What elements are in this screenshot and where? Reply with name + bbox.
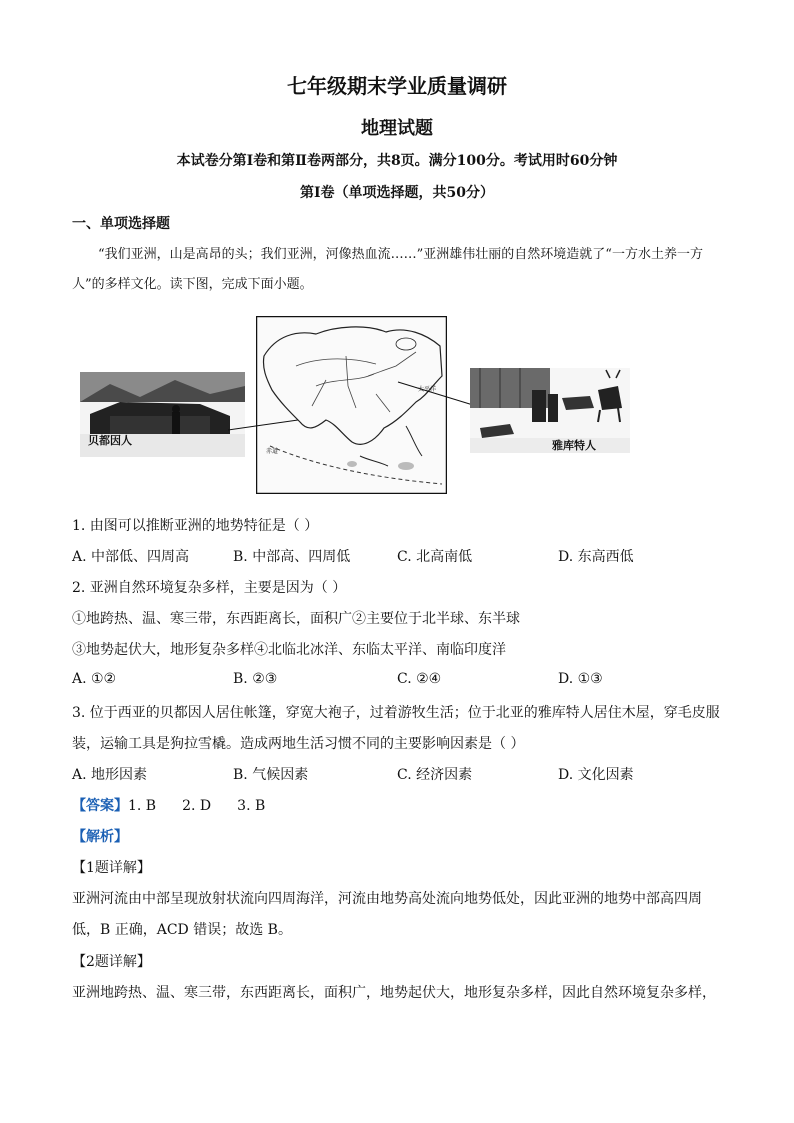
bedouin-caption: 贝都因人: [88, 434, 132, 447]
question-3-option-b[interactable]: B. 气候因素: [233, 767, 309, 783]
question-2-stem: 2. 亚洲自然环境复杂多样，主要是因为（ ）: [72, 580, 347, 596]
intro-paragraph: “我们亚洲，山是高昂的头；我们亚洲，河像热血流……”亚洲雄伟壮丽的自然环境造就了“一方水土养一方人”的多样文化。读下图，完成下面小题。: [72, 247, 703, 292]
question-2-statement-1: ①地跨热、温、寒三带，东西距离长，面积广②主要位于北半球、东半球: [72, 611, 520, 627]
question-3-option-a[interactable]: A. 地形因素: [72, 767, 148, 783]
question-2-option-a[interactable]: A. ①②: [72, 671, 117, 687]
question-2-option-c[interactable]: C. ②④: [397, 671, 442, 687]
q2-detail-heading: 【2题详解】: [72, 954, 151, 970]
exam-info: 本试卷分第Ⅰ卷和第Ⅱ卷两部分，共8页。满分100分。考试用时60分钟: [176, 153, 618, 169]
q1-detail-line-1: 亚洲河流由中部呈现放射状流向四周海洋，河流由地势高处流向地势低处，因此亚洲的地势中部高四周: [72, 891, 702, 907]
question-3-stem-line-2: 装，运输工具是狗拉雪橇。造成两地生活习惯不同的主要影响因素是（ ）: [72, 736, 525, 752]
figure-connector-lines: [228, 380, 478, 444]
q1-detail-heading: 【1题详解】: [72, 860, 151, 876]
answer-label: 【答案】: [72, 798, 128, 814]
question-2-statement-2: ③地势起伏大，地形复杂多样④北临北冰洋、东临太平洋、南临印度洋: [72, 642, 506, 658]
question-1-option-c[interactable]: C. 北高南低: [397, 549, 473, 565]
analysis-label: 【解析】: [72, 829, 128, 845]
exam-subtitle: 地理试题: [361, 118, 433, 139]
yakut-caption: 雅库特人: [552, 439, 596, 452]
yakut-photo: [470, 368, 630, 457]
question-1-stem: 1. 由图可以推断亚洲的地势特征是（ ）: [72, 518, 319, 534]
map-label-equator: 赤道: [266, 448, 279, 455]
question-1-option-d[interactable]: D. 东高西低: [558, 549, 634, 565]
map-label-pacific: 太平洋: [418, 386, 437, 393]
exam-title: 七年级期末学业质量调研: [287, 74, 507, 98]
question-3-option-c[interactable]: C. 经济因素: [397, 767, 473, 783]
part-heading: 第Ⅰ卷（单项选择题，共50分）: [299, 185, 495, 201]
question-2-option-d[interactable]: D. ①③: [558, 671, 603, 687]
question-2-option-b[interactable]: B. ②③: [233, 671, 278, 687]
answer-value-2: 2. D: [182, 798, 212, 814]
answer-line: [72, 795, 265, 815]
section-title: 一、单项选择题: [72, 216, 170, 232]
answer-value-1: 1. B: [128, 798, 157, 814]
question-1-option-b[interactable]: B. 中部高、四周低: [233, 549, 351, 565]
q1-detail-line-2: 低，B 正确，ACD 错误；故选 B。: [72, 922, 292, 938]
question-1-option-a[interactable]: A. 中部低、四周高: [72, 549, 190, 565]
question-3-stem-line-1: 3. 位于西亚的贝都因人居住帐篷，穿宽大袍子，过着游牧生活；位于北亚的雅库特人居住木屋，穿毛皮服: [72, 705, 720, 721]
q2-detail-line-1: 亚洲地跨热、温、寒三带，东西距离长，面积广，地势起伏大，地形复杂多样，因此自然环境复杂多样，: [72, 985, 716, 1001]
answer-value-3: 3. B: [237, 798, 266, 814]
question-3-option-d[interactable]: D. 文化因素: [558, 767, 634, 783]
